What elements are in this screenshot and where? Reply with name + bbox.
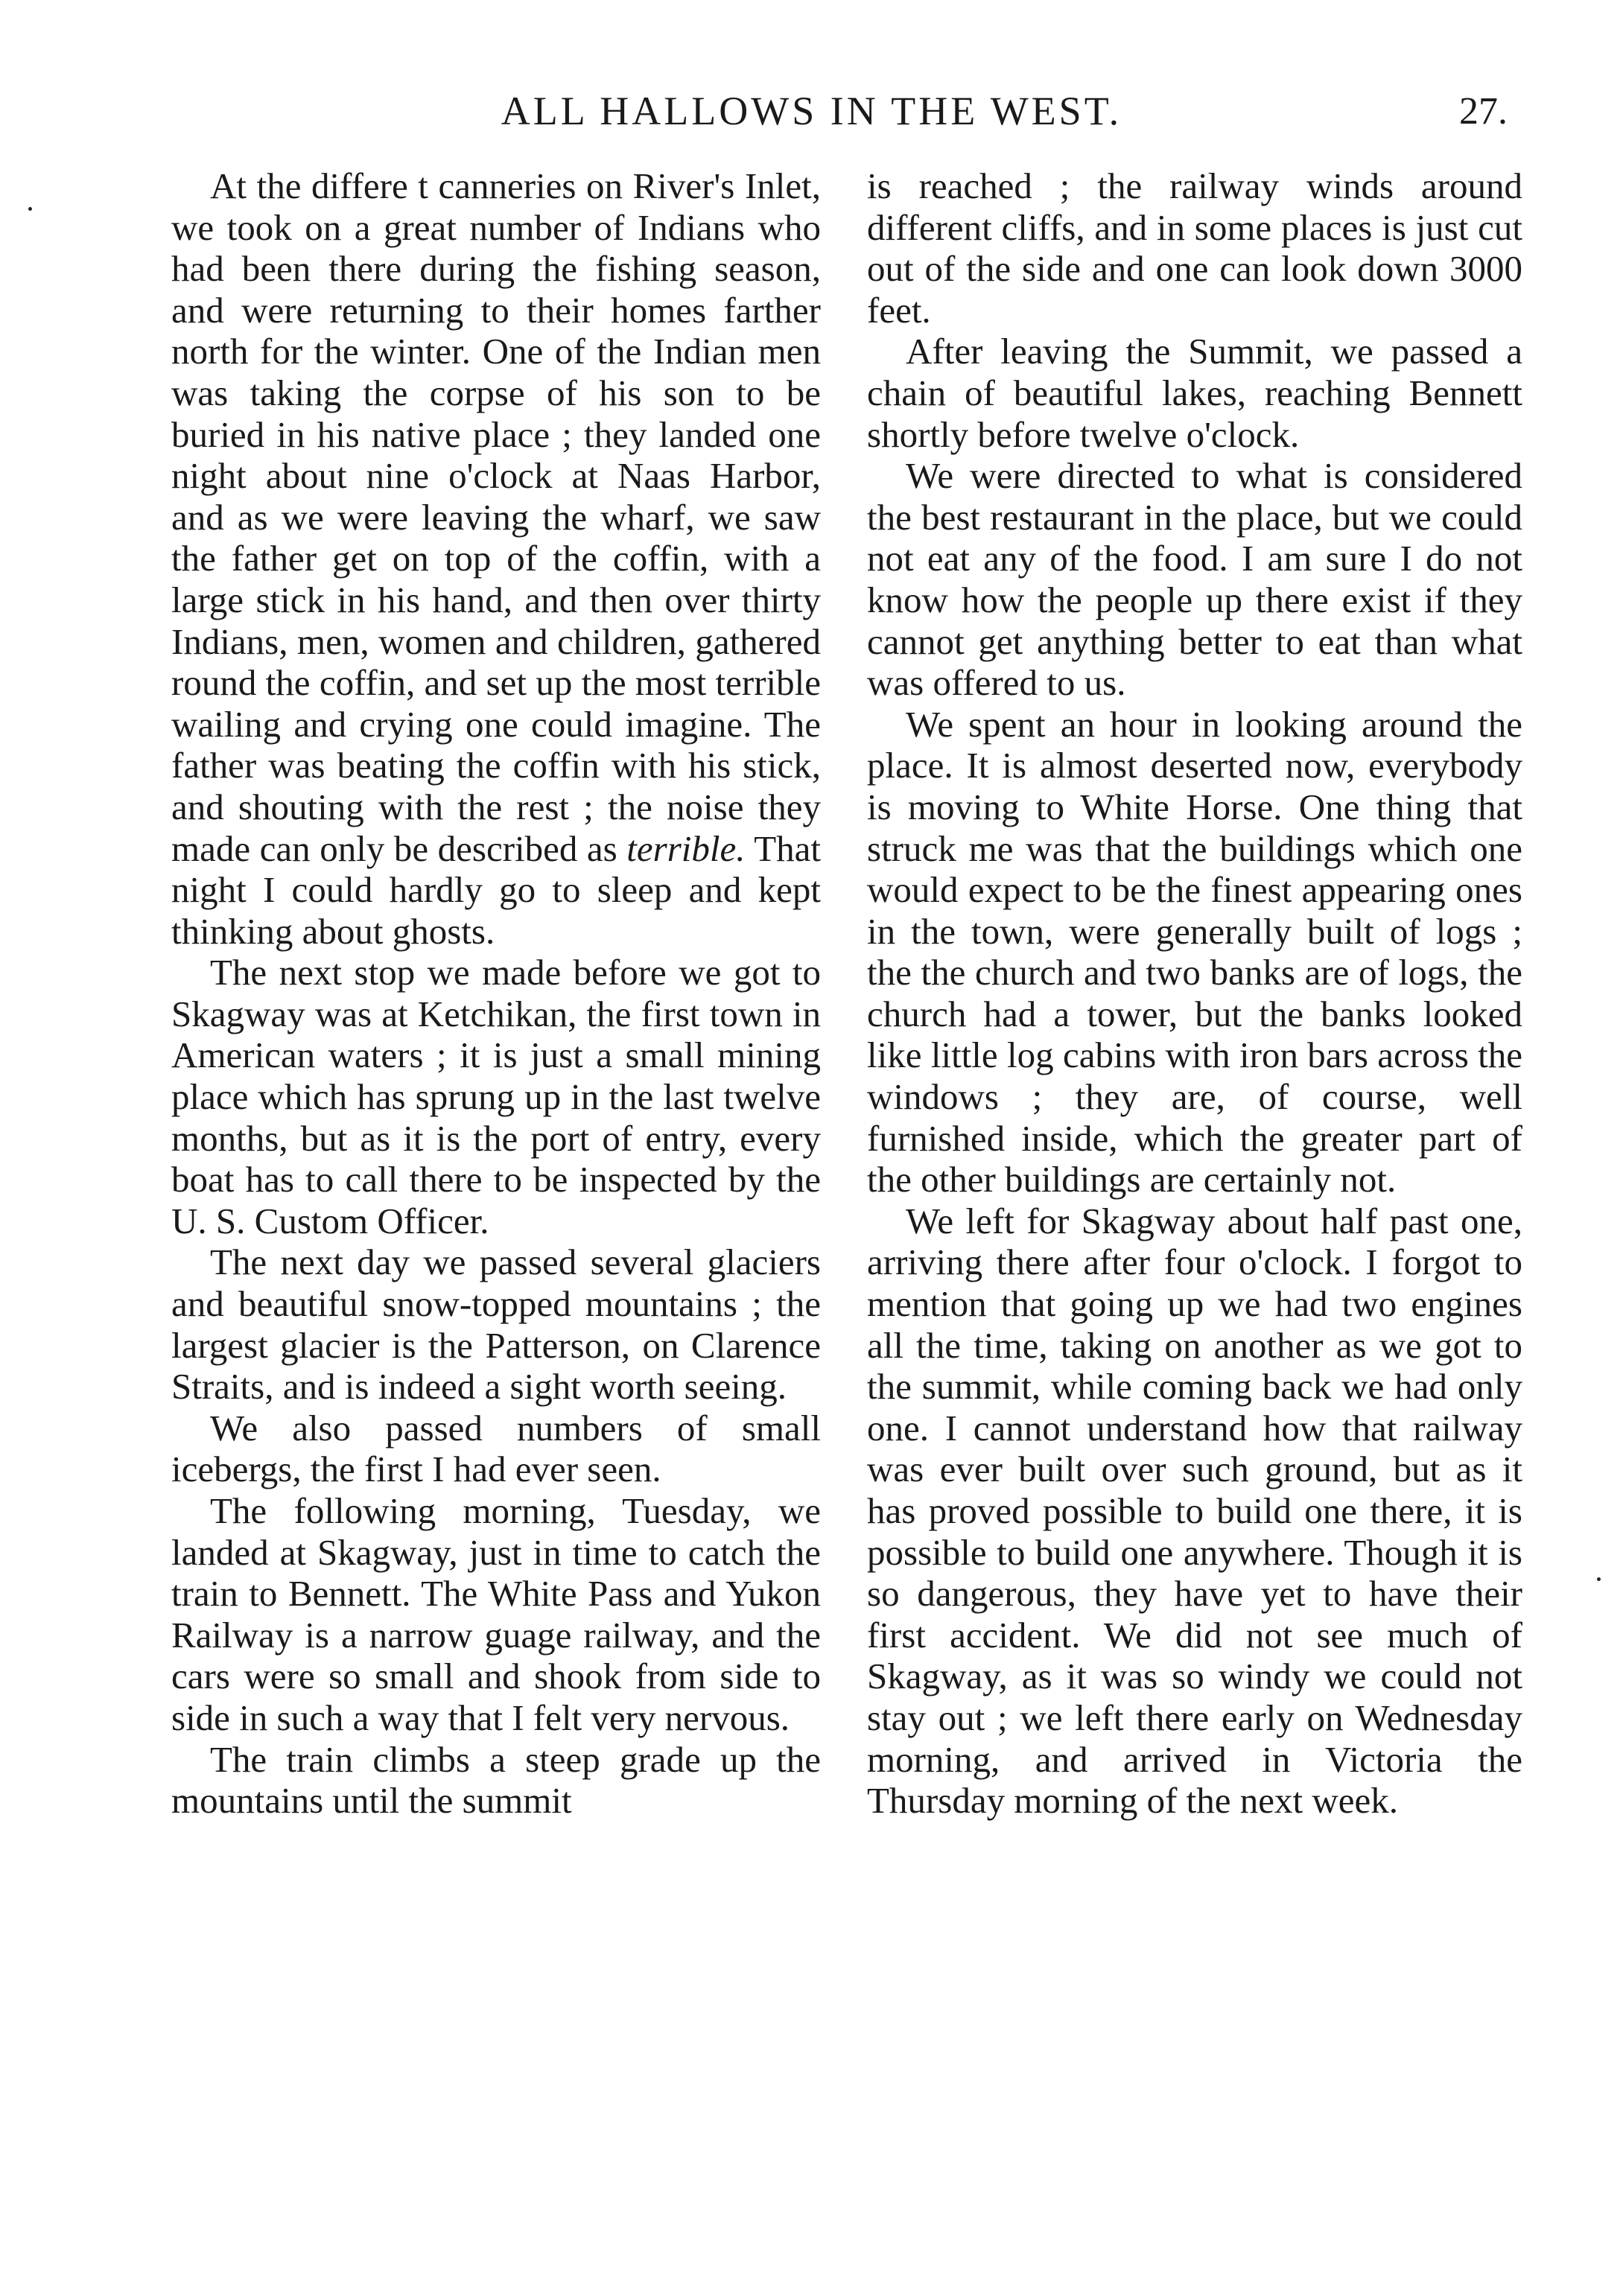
paragraph: The next day we passed several glaciers and beautiful snow-topped mountains ; the largest glacier is the Patterson, on Clarence Straits, and is indeed a sight worth seeing. xyxy=(171,1241,821,1408)
paragraph: We also passed numbers of small icebergs, the first I had ever seen. xyxy=(171,1407,821,1490)
paragraph: We were directed to what is considered the best restaurant in the place, but we could not eat any of the food. I am sure I do not know how the people up there exist if they cannot get anything better to eat than what was offered to us. xyxy=(867,455,1522,704)
running-title: ALL HALLOWS IN THE WEST. xyxy=(501,89,1122,133)
paragraph: The next stop we made before we got to Skagway was at Ketchikan, the first town in American waters ; it is just a small mining place which has sprung up in the last twelve months, but as it is the port of entry, every boat has to call there to be inspected by the U. S. Custom Officer. xyxy=(171,952,821,1241)
right-column xyxy=(867,165,1522,1822)
paragraph: At the differe t canneries on River's Inlet, we took on a great number of Indians who had been there during the fishing season, and were returning to their homes farther north for the winter. One of the Indian men was taking the corpse of his son to be buried in his native place ; they landed one night about nine o'clock at Naas Harbor, and as we were leaving the wharf, we saw the father get on top of the coffin, with a large stick in his hand, and then over thirty Indians, men, women and children, gathered round the coffin, and set up the most terrible wailing and crying one could imagine. The father was beating the coffin with his stick, and shouting with the rest ; the noise they made can only be described as terrible. That night I could hardly go to sleep and kept thinking about ghosts. xyxy=(171,165,821,952)
ink-speck xyxy=(28,207,32,211)
ink-speck xyxy=(1597,1577,1601,1581)
paragraph-continued: is reached ; the railway winds around different cliffs, and in some places is just cut out of the side and one can look down 3000 feet. xyxy=(867,165,1522,331)
paragraph: The following morning, Tuesday, we landed at Skagway, just in time to catch the train to Bennett. The White Pass and Yukon Railway is a narrow guage railway, and the cars were so small and shook from side to side in such a way that I felt very nervous. xyxy=(171,1490,821,1738)
left-column xyxy=(171,165,821,1822)
paragraph: We left for Skagway about half past one, arriving there after four o'clock. I forgot to mention that going up we had two engines all the time, taking on another as we got to the summit, while coming back we had only one. I cannot understand how that railway was ever built over such ground, but as it has proved possible to build one there, it is possible to build one anywhere. Though it is so dangerous, they have yet to have their first accident. We did not see much of Skagway, as it was so windy we could not stay out ; we left there early on Wednesday morning, and arrived in Victoria the Thursday morning of the next week. xyxy=(867,1200,1522,1822)
paragraph: We spent an hour in looking around the place. It is almost deserted now, everybody is moving to White Horse. One thing that struck me was that the buildings which one would expect to be the finest appearing ones in the town, were generally built of logs ; the the church and two banks are of logs, the church had a tower, but the banks looked like little log cabins with iron bars across the windows ; they are, of course, well furnished inside, which the greater part of the other buildings are certainly not. xyxy=(867,703,1522,1201)
emphasis: terrible. xyxy=(626,827,746,869)
paragraph: After leaving the Summit, we passed a chain of beautiful lakes, reaching Bennett shortly before twelve o'clock. xyxy=(867,331,1522,455)
paragraph: The train climbs a steep grade up the mountains until the summit xyxy=(171,1738,821,1822)
page-number: 27. xyxy=(1459,90,1508,133)
